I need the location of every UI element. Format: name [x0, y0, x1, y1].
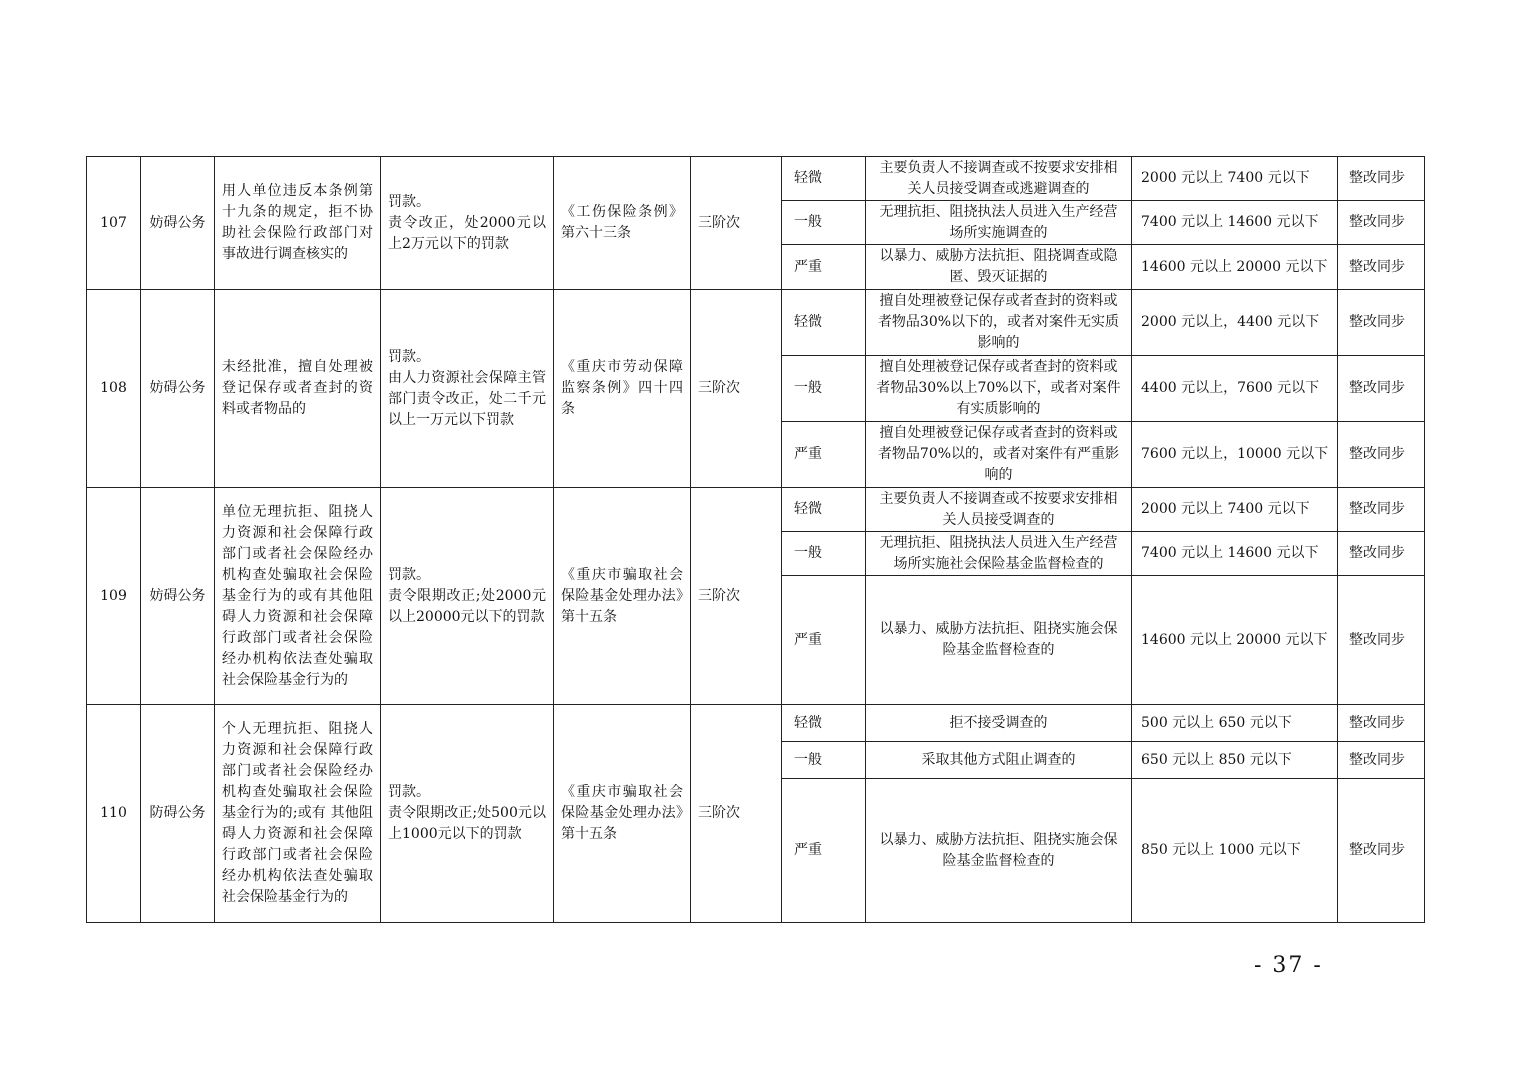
severity-level: 一般	[782, 532, 866, 576]
penalty-provision: 罚款。 责令改正，处2000元以上2万元以下的罚款	[381, 157, 554, 290]
severity-level: 严重	[782, 576, 866, 705]
severity-level: 轻微	[782, 488, 866, 532]
table-row	[87, 705, 1425, 742]
penalty-discretion-table	[86, 156, 1425, 923]
remark: 整改同步	[1338, 157, 1425, 201]
circumstance: 采取其他方式阻止调查的	[866, 742, 1132, 779]
severity-level: 严重	[782, 779, 866, 923]
remark: 整改同步	[1338, 779, 1425, 923]
table-row	[87, 290, 1425, 356]
circumstance: 无理抗拒、阻挠执法人员进入生产经营场所实施调查的	[866, 201, 1132, 245]
legal-basis: 《重庆市骗取社会保险基金处理办法》第十五条	[554, 488, 691, 705]
circumstance: 主要负责人不接调查或不按要求安排相关人员接受调查的	[866, 488, 1132, 532]
remark: 整改同步	[1338, 576, 1425, 705]
level-count: 三阶次	[691, 705, 782, 923]
severity-level: 轻微	[782, 290, 866, 356]
severity-level: 一般	[782, 356, 866, 422]
fine-range: 650 元以上 850 元以下	[1132, 742, 1338, 779]
table-row	[87, 157, 1425, 201]
remark: 整改同步	[1338, 245, 1425, 290]
severity-level: 严重	[782, 422, 866, 488]
violation-category: 妨碍公务	[141, 157, 215, 290]
fine-range: 500 元以上 650 元以下	[1132, 705, 1338, 742]
legal-basis: 《重庆市骗取社会保险基金处理办法》第十五条	[554, 705, 691, 923]
severity-level: 轻微	[782, 157, 866, 201]
severity-level: 严重	[782, 245, 866, 290]
violation-category: 妨碍公务	[141, 488, 215, 705]
remark: 整改同步	[1338, 488, 1425, 532]
remark: 整改同步	[1338, 356, 1425, 422]
fine-range: 7600 元以上，10000 元以下	[1132, 422, 1338, 488]
remark: 整改同步	[1338, 290, 1425, 356]
circumstance: 以暴力、威胁方法抗拒、阻挠调查或隐匿、毁灭证据的	[866, 245, 1132, 290]
remark: 整改同步	[1338, 422, 1425, 488]
illegal-behavior: 单位无理抗拒、阻挠人力资源和社会保障行政部门或者社会保险经办机构查处骗取社会保险基金行为的或有其他阻碍人力资源和社会保障行政部门或者社会保险经办机构依法查处骗取社会保险基金行为的	[215, 488, 381, 705]
item-number: 107	[87, 157, 141, 290]
item-number: 109	[87, 488, 141, 705]
level-count: 三阶次	[691, 157, 782, 290]
legal-basis: 《重庆市劳动保障监察条例》四十四条	[554, 290, 691, 488]
fine-range: 14600 元以上 20000 元以下	[1132, 245, 1338, 290]
circumstance: 拒不接受调查的	[866, 705, 1132, 742]
page-number: - 37 -	[1254, 953, 1323, 978]
illegal-behavior: 用人单位违反本条例第十九条的规定，拒不协助社会保险行政部门对事故进行调查核实的	[215, 157, 381, 290]
fine-range: 2000 元以上，4400 元以下	[1132, 290, 1338, 356]
circumstance: 以暴力、威胁方法抗拒、阻挠实施会保险基金监督检查的	[866, 576, 1132, 705]
item-number: 110	[87, 705, 141, 923]
remark: 整改同步	[1338, 742, 1425, 779]
circumstance: 擅自处理被登记保存或者查封的资料或者物品70%以的，或者对案件有严重影响的	[866, 422, 1132, 488]
circumstance: 擅自处理被登记保存或者查封的资料或者物品30%以下的，或者对案件无实质影响的	[866, 290, 1132, 356]
severity-level: 一般	[782, 201, 866, 245]
fine-range: 4400 元以上，7600 元以下	[1132, 356, 1338, 422]
circumstance: 主要负责人不接调查或不按要求安排相关人员接受调查或逃避调查的	[866, 157, 1132, 201]
severity-level: 一般	[782, 742, 866, 779]
severity-level: 轻微	[782, 705, 866, 742]
fine-range: 14600 元以上 20000 元以下	[1132, 576, 1338, 705]
fine-range: 2000 元以上 7400 元以下	[1132, 488, 1338, 532]
level-count: 三阶次	[691, 488, 782, 705]
violation-category: 防碍公务	[141, 705, 215, 923]
level-count: 三阶次	[691, 290, 782, 488]
violation-category: 妨碍公务	[141, 290, 215, 488]
remark: 整改同步	[1338, 201, 1425, 245]
illegal-behavior: 未经批准，擅自处理被登记保存或者查封的资料或者物品的	[215, 290, 381, 488]
legal-basis: 《工伤保险条例》第六十三条	[554, 157, 691, 290]
fine-range: 850 元以上 1000 元以下	[1132, 779, 1338, 923]
table-row	[87, 488, 1425, 532]
fine-range: 7400 元以上 14600 元以下	[1132, 532, 1338, 576]
circumstance: 擅自处理被登记保存或者查封的资料或者物品30%以上70%以下，或者对案件有实质影响的	[866, 356, 1132, 422]
penalty-provision: 罚款。 责令限期改正;处2000元以上20000元以下的罚款	[381, 488, 554, 705]
circumstance: 以暴力、威胁方法抗拒、阻挠实施会保险基金监督检查的	[866, 779, 1132, 923]
remark: 整改同步	[1338, 532, 1425, 576]
fine-range: 2000 元以上 7400 元以下	[1132, 157, 1338, 201]
illegal-behavior: 个人无理抗拒、阻挠人力资源和社会保障行政部门或者社会保险经办机构查处骗取社会保险基金行为的;或有 其他阻碍人力资源和社会保障行政部门或者社会保险经办机构依法查处骗取社会保险基金行为的	[215, 705, 381, 923]
remark: 整改同步	[1338, 705, 1425, 742]
fine-range: 7400 元以上 14600 元以下	[1132, 201, 1338, 245]
circumstance: 无理抗拒、阻挠执法人员进入生产经营场所实施社会保险基金监督检查的	[866, 532, 1132, 576]
penalty-provision: 罚款。 责令限期改正;处500元以上1000元以下的罚款	[381, 705, 554, 923]
item-number: 108	[87, 290, 141, 488]
penalty-provision: 罚款。 由人力资源社会保障主管部门责令改正，处二千元以上一万元以下罚款	[381, 290, 554, 488]
